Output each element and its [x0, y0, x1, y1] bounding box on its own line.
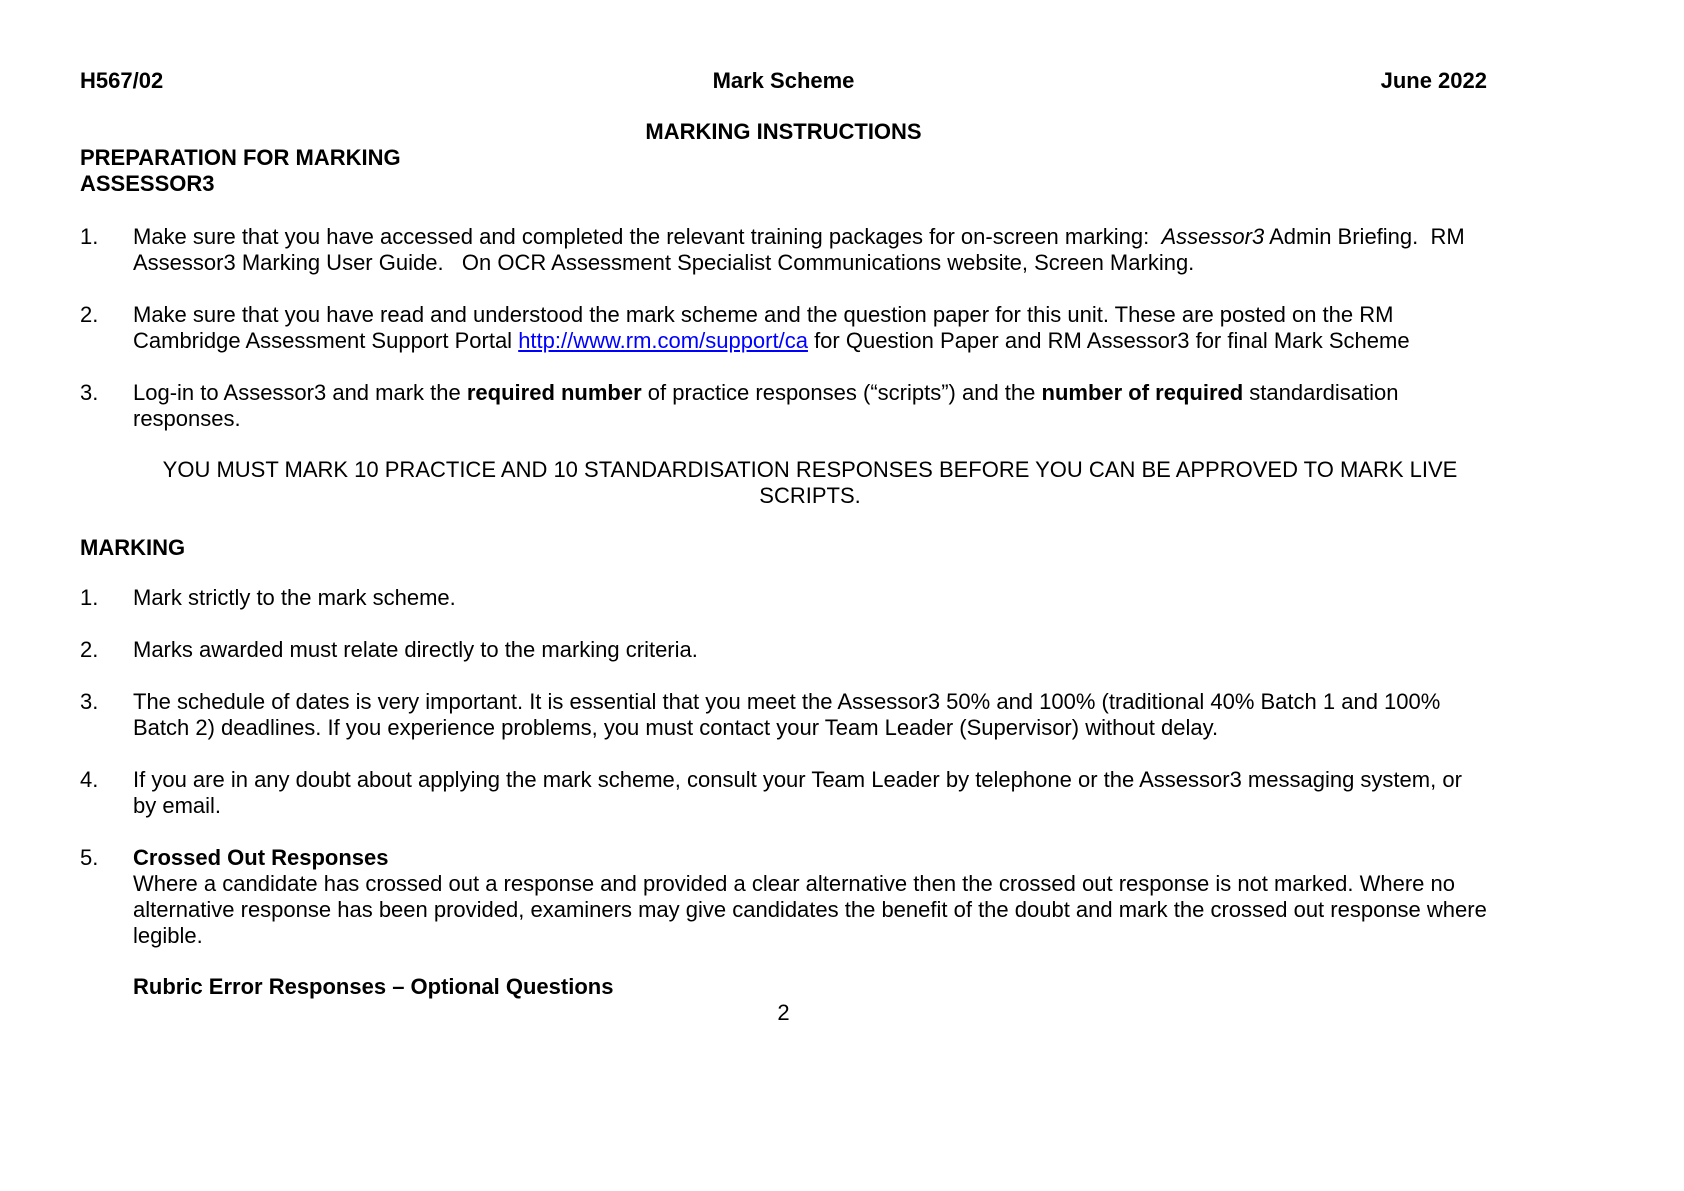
- text-segment: for Question Paper and RM Assessor3 for final Mark Scheme: [807, 328, 1410, 353]
- practice-notice: YOU MUST MARK 10 PRACTICE AND 10 STANDARDISATION RESPONSES BEFORE YOU CAN BE APPROVED TO MARK LIVE SCRIPTS.: [162, 457, 1458, 508]
- document-code: H567/02: [80, 68, 164, 93]
- text-segment: of practice responses (“scripts”) and the: [641, 380, 1042, 405]
- document-title: Mark Scheme: [712, 68, 855, 93]
- list-item: [80, 224, 1487, 276]
- item-number: 4.: [80, 767, 99, 792]
- item-text: [133, 689, 1487, 741]
- preparation-heading: PREPARATION FOR MARKING: [80, 145, 401, 170]
- text-segment: Make sure that you have read and understood the mark scheme and the question paper for this unit. These are posted on the RM Cambridge Assessment Support Portal: [133, 302, 1400, 353]
- item-number: 5.: [80, 845, 99, 870]
- list-item: [80, 845, 1493, 949]
- support-portal-link[interactable]: http://www.rm.com/support/ca: [518, 328, 808, 353]
- document-date: June 2022: [1380, 68, 1487, 93]
- item-text: [133, 302, 1487, 354]
- item-number: 3.: [80, 380, 99, 405]
- item-number: 2.: [80, 637, 99, 662]
- list-item: [80, 689, 1487, 741]
- item-heading: Crossed Out Responses: [133, 845, 389, 870]
- item-paragraph: [133, 871, 1493, 949]
- text-segment: Marks awarded must relate directly to the marking criteria.: [133, 637, 698, 662]
- text-segment: required number: [466, 380, 642, 405]
- list-item: [80, 585, 1487, 611]
- preparation-list: [80, 224, 1487, 432]
- item-number: 3.: [80, 689, 99, 714]
- text-segment: The schedule of dates is very important. It is essential that you meet the Assessor3 50% and 100% (traditional 40% Batch 1 and 100% Batch 2) deadlines. If you experience problems, you must contact your Team Leader (Supervisor) without delay.: [133, 689, 1447, 740]
- item-paragraph: [133, 380, 1487, 432]
- document-header: [80, 68, 1487, 94]
- text-segment: Mark strictly to the mark scheme.: [133, 585, 456, 610]
- page-content: [80, 0, 1493, 1026]
- item-number: 1.: [80, 585, 99, 610]
- item-paragraph: [133, 302, 1487, 354]
- list-item: [80, 767, 1487, 819]
- page-number: 2: [777, 1000, 790, 1025]
- list-item: [80, 302, 1487, 354]
- text-segment: Assessor3: [1161, 224, 1265, 249]
- text-segment: number of required: [1041, 380, 1244, 405]
- item-text: [133, 637, 1487, 663]
- item-paragraph: [133, 637, 1487, 663]
- text-segment: Where a candidate has crossed out a response and provided a clear alternative then the crossed out response is not marked. Where no alternative response has been provided, examiners may give candidates the benefit of the doubt and mark the crossed out response where legible.: [133, 871, 1493, 948]
- list-item: [80, 637, 1487, 663]
- item-text: [133, 224, 1487, 276]
- marking-instructions-title: MARKING INSTRUCTIONS: [645, 119, 922, 144]
- text-segment: standardisation responses.: [133, 380, 1405, 431]
- item-paragraph: [133, 689, 1487, 741]
- rubric-error-subheading: Rubric Error Responses – Optional Questions: [133, 974, 614, 999]
- text-segment: Make sure that you have accessed and completed the relevant training packages for on-screen marking:: [133, 224, 1162, 249]
- marking-list: [80, 585, 1493, 949]
- text-segment: Log-in to Assessor3 and mark the: [133, 380, 467, 405]
- item-text: [133, 585, 1487, 611]
- text-segment: Admin Briefing. RM Assessor3 Marking User Guide. On OCR Assessment Specialist Communications website, Screen Marking.: [133, 224, 1470, 275]
- assessor3-heading: ASSESSOR3: [80, 171, 215, 196]
- item-paragraph: [133, 224, 1487, 276]
- item-number: 1.: [80, 224, 99, 249]
- list-item: [80, 380, 1487, 432]
- item-paragraph: [133, 585, 1487, 611]
- marking-section-heading: MARKING: [80, 535, 186, 560]
- item-text: [133, 767, 1487, 819]
- item-paragraph: [133, 767, 1487, 819]
- item-text: [133, 380, 1487, 432]
- text-segment: If you are in any doubt about applying the mark scheme, consult your Team Leader by telephone or the Assessor3 messaging system, or by email.: [133, 767, 1469, 818]
- item-number: 2.: [80, 302, 99, 327]
- item-text: [133, 845, 1493, 949]
